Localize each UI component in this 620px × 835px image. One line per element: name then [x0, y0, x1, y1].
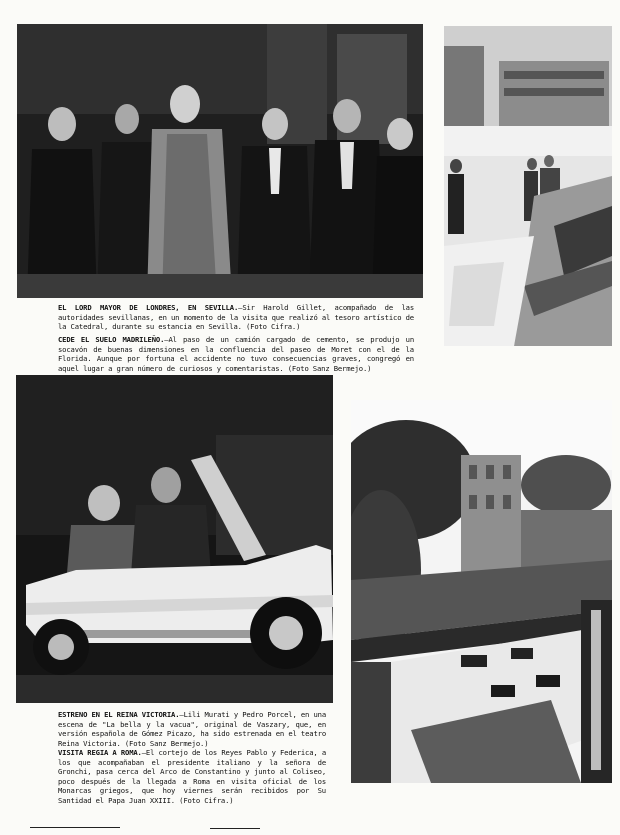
caption-cede-suelo-head: CEDE EL SUELO MADRILEÑO.	[58, 335, 165, 344]
photo-rome-parade	[351, 400, 612, 783]
photo-theatre-car	[16, 375, 333, 703]
caption-reina-victoria-body: —Lili Murati y Pedro Porcel, en una escena de "La bella y la vacua", original de Vaszary, que, en versión española de Gómez Picazo, ha sido estrenada en el teatro Reina Victoria. (Foto Sanz Bermejo.)	[58, 710, 326, 748]
photo-lord-mayor	[17, 24, 423, 298]
caption-lord-mayor-body: —Sir Harold Gillet, acompañado de las autoridades sevillanas, en un momento de la visita que realizó al tesoro artístico de la Catedral, durante su estancia en Sevilla. (Foto Cifra.)	[58, 303, 415, 332]
caption-visita-regia-head: VISITA REGIA A ROMA.	[58, 748, 142, 757]
footer-rule-mid	[210, 828, 260, 829]
photo-truck-accident	[444, 26, 612, 346]
caption-lord-mayor-head: EL LORD MAYOR DE LONDRES, EN SEVILLA.	[58, 303, 239, 312]
footer-rule-left	[30, 827, 120, 828]
caption-reina-victoria	[58, 710, 326, 748]
caption-lord-mayor	[58, 303, 414, 332]
caption-reina-victoria-head: ESTRENO EN EL REINA VICTORIA.	[58, 710, 180, 719]
caption-visita-regia-body: —El cortejo de los Reyes Pablo y Federica, a los que acompañaban el presidente italiano y la señora de Gronchi, pasa cerca del Arco de Constantino y junto al Coliseo, poco después de la llegada a Roma en visita oficial de los Monarcas griegos, que hoy viernes serán recibidos por Su Santidad el Papa Juan XXIII. (Foto Cifra.)	[58, 748, 326, 805]
caption-cede-suelo-body: —Al paso de un camión cargado de cemento, se produjo un socavón de buenas dimensiones en la confluencia del paseo de Moret con el de la Florida. Aunque por fortuna el accidente no tuvo consecuencias graves, congregó en aquel lugar a gran número de curiosos y comentaristas. (Foto Sanz Bermejo.)	[58, 335, 415, 373]
caption-cede-suelo	[58, 335, 414, 373]
caption-visita-regia	[58, 748, 326, 806]
